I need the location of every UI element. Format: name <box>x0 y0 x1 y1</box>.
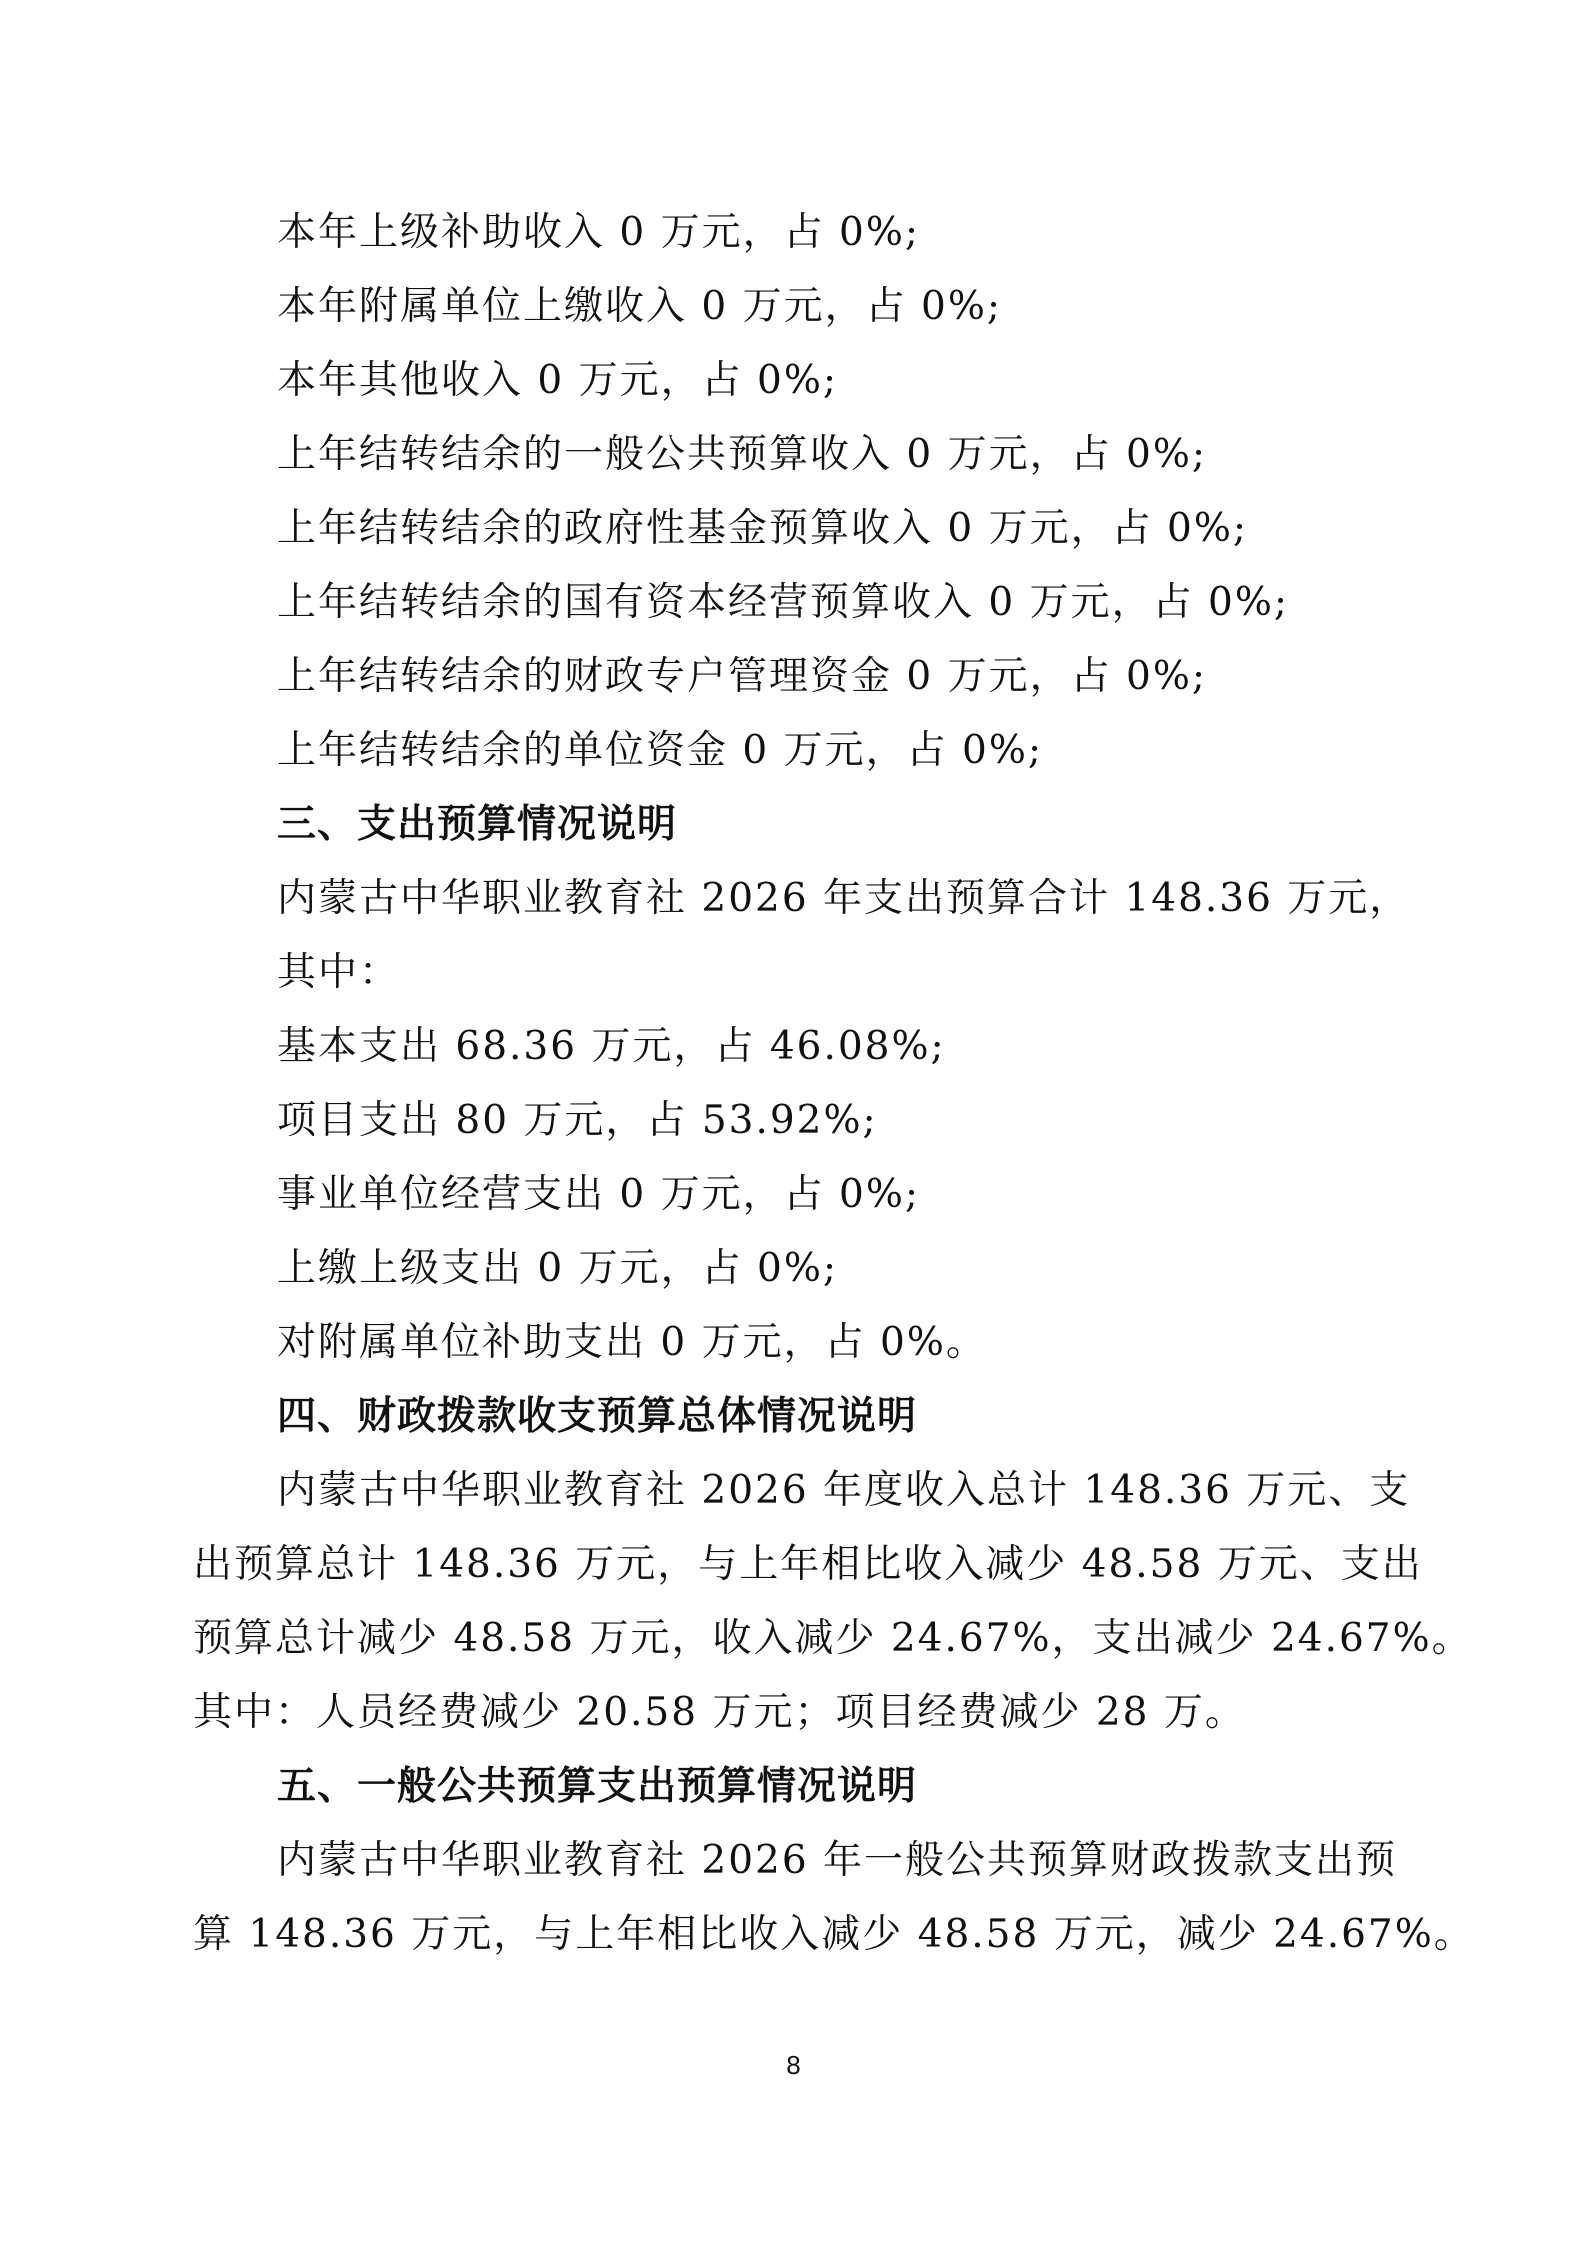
expense-line: 事业单位经营支出 0 万元，占 0%; <box>277 1172 921 1217</box>
paragraph-line: 内蒙古中华职业教育社 2026 年支出预算合计 148.36 万元， <box>277 876 1411 921</box>
income-line: 上年结转结余的国有资本经营预算收入 0 万元，占 0%; <box>277 580 1290 625</box>
expense-line: 对附属单位补助支出 0 万元，占 0%。 <box>277 1320 987 1365</box>
income-line: 上年结转结余的单位资金 0 万元，占 0%; <box>277 728 1044 773</box>
paragraph-line: 其中：人员经费减少 20.58 万元；项目经费减少 28 万。 <box>193 1690 1246 1735</box>
income-line: 本年其他收入 0 万元，占 0%; <box>277 358 839 403</box>
expense-line: 项目支出 80 万元，占 53.92%; <box>277 1098 878 1143</box>
income-line: 上年结转结余的一般公共预算收入 0 万元，占 0%; <box>277 432 1208 477</box>
expense-line: 上缴上级支出 0 万元，占 0%; <box>277 1246 839 1291</box>
expense-line: 基本支出 68.36 万元，占 46.08%; <box>277 1024 946 1069</box>
paragraph-line: 算 148.36 万元，与上年相比收入减少 48.58 万元，减少 24.67%。 <box>193 1912 1475 1957</box>
section-heading: 四、财政拨款收支预算总体情况说明 <box>277 1394 918 1439</box>
paragraph-line: 内蒙古中华职业教育社 2026 年度收入总计 148.36 万元、支 <box>277 1468 1411 1513</box>
income-line: 上年结转结余的政府性基金预算收入 0 万元，占 0%; <box>277 506 1249 551</box>
page-number: 8 <box>786 2050 801 2080</box>
income-line: 本年上级补助收入 0 万元，占 0%; <box>277 210 921 255</box>
section-heading: 三、支出预算情况说明 <box>277 802 678 847</box>
income-line: 本年附属单位上缴收入 0 万元，占 0%; <box>277 284 1003 329</box>
paragraph-line: 其中： <box>277 950 401 995</box>
income-line: 上年结转结余的财政专户管理资金 0 万元，占 0%; <box>277 654 1208 699</box>
paragraph-line: 出预算总计 148.36 万元，与上年相比收入减少 48.58 万元、支出 <box>193 1542 1423 1587</box>
paragraph-line: 预算总计减少 48.58 万元，收入减少 24.67%，支出减少 24.67%。 <box>193 1616 1473 1661</box>
section-heading: 五、一般公共预算支出预算情况说明 <box>277 1764 918 1809</box>
paragraph-line: 内蒙古中华职业教育社 2026 年一般公共预算财政拨款支出预 <box>277 1838 1398 1883</box>
